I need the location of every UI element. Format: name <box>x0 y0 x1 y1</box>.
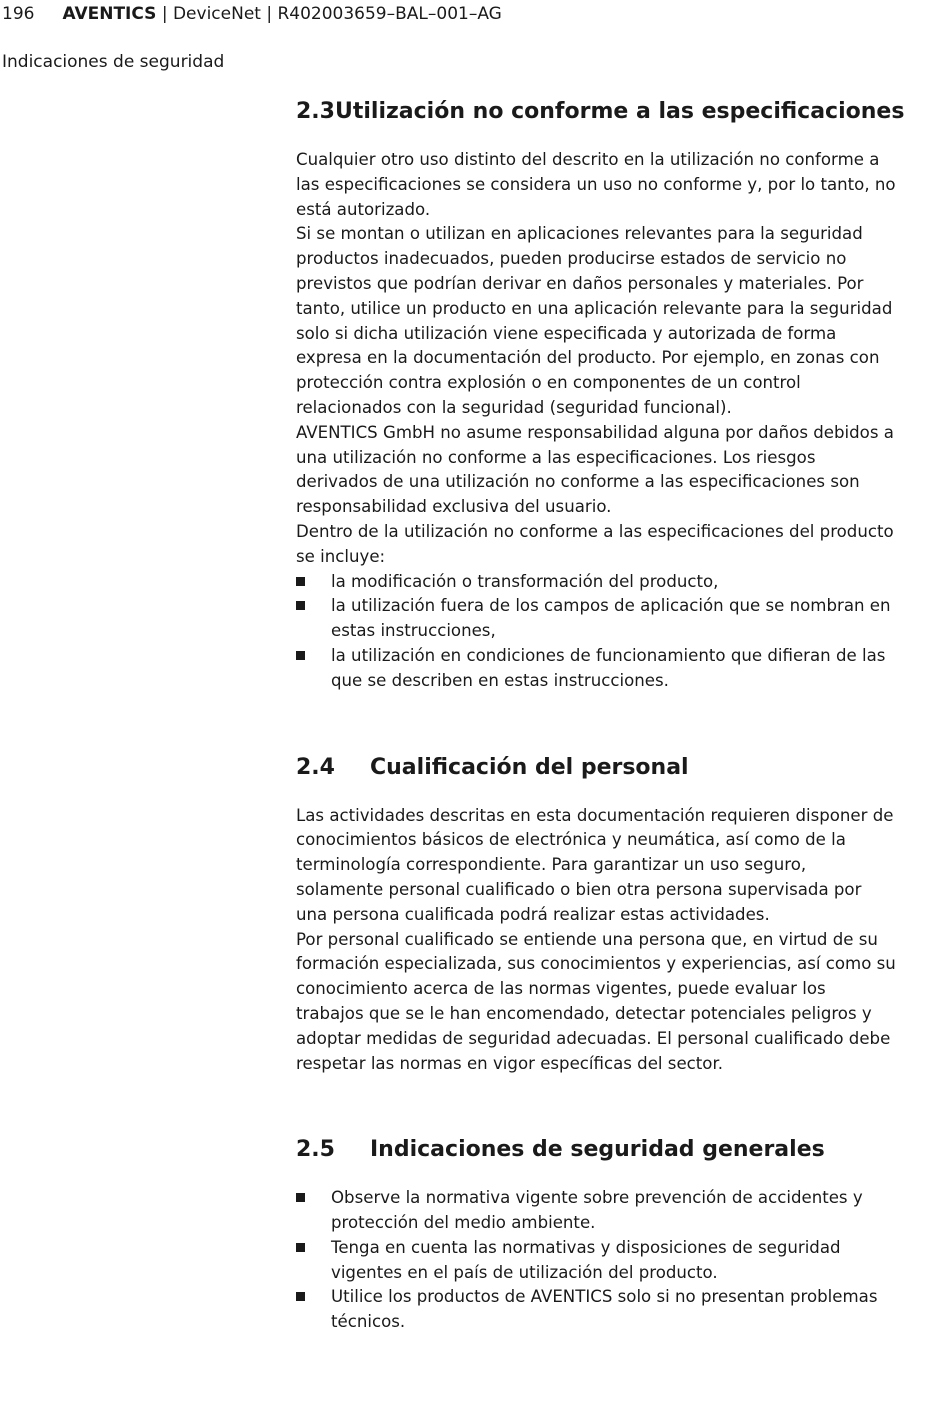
list-item-text: la utilización en condiciones de funcionamiento que difieran de las que se describen en estas instrucciones. <box>331 645 886 690</box>
document-reference: | DeviceNet | R402003659–BAL–001–AG <box>156 4 502 24</box>
paragraph: Dentro de la utilización no conforme a las especificaciones del producto se incluye: <box>296 521 894 566</box>
list-item-text: Tenga en cuenta las normativas y disposiciones de seguridad vigentes en el país de utilización del producto. <box>331 1237 841 1282</box>
section-title: Cualificación del personal <box>370 754 689 780</box>
section-2-3 <box>296 96 905 694</box>
section-number: 2.3 <box>296 99 335 124</box>
paragraph: Las actividades descritas en esta documentación requieren disponer de conocimientos básicos de electrónica y neumática, así como de la terminología correspondiente. Para garantizar un uso seguro, solamente personal cualificado o bien otra persona supervisada por una persona cualificada podrá realizar estas actividades. <box>296 805 894 924</box>
square-bullet-icon <box>296 601 305 610</box>
list-item <box>296 644 896 694</box>
brand-name: AVENTICS <box>62 4 157 24</box>
list-item-text: Observe la normativa vigente sobre prevención de accidentes y protección del medio ambiente. <box>331 1188 863 1233</box>
list-item <box>296 1285 896 1335</box>
section-body <box>296 1186 896 1335</box>
section-2-5 <box>296 1134 896 1335</box>
square-bullet-icon <box>296 651 305 660</box>
bullet-list <box>296 570 896 694</box>
section-2-4 <box>296 752 896 1077</box>
paragraph: Por personal cualificado se entiende una persona que, en virtud de su formación especializada, sus conocimientos y experiencias, así como su conocimiento acerca de las normas vigentes, puede evaluar los trabajos que se le han encomendado, detectar potenciales peligros y adoptar medidas de seguridad adecuadas. El personal cualificado debe respetar las normas en vigor específicas del sector. <box>296 929 896 1073</box>
list-item-text: la utilización fuera de los campos de aplicación que se nombran en estas instrucciones, <box>331 596 891 641</box>
paragraph: AVENTICS GmbH no asume responsabilidad alguna por daños debidos a una utilización no conforme a las especificaciones. Los riesgos derivados de una utilización no conforme a las especificaciones son responsabilidad exclusiva del usuario. <box>296 422 894 517</box>
list-item <box>296 1236 896 1286</box>
page-header <box>2 2 502 26</box>
chapter-label: Indicaciones de seguridad <box>2 52 225 72</box>
section-number: 2.5 <box>296 1137 335 1163</box>
section-body <box>296 804 896 1077</box>
list-item-text: Utilice los productos de AVENTICS solo si no presentan problemas técnicos. <box>331 1287 878 1332</box>
section-number: 2.4 <box>296 754 335 780</box>
paragraph: Cualquier otro uso distinto del descrito en la utilización no conforme a las especificaciones se considera un uso no conforme y, por lo tanto, no está autorizado. <box>296 150 896 219</box>
section-heading <box>296 752 896 784</box>
square-bullet-icon <box>296 1243 305 1252</box>
paragraph: Si se montan o utilizan en aplicaciones relevantes para la seguridad productos inadecuados, pueden producirse estados de servicio no previstos que podrían derivar en daños personales y materiales. Por tanto, utilice un producto en una aplicación relevante para la seguridad solo si dicha utilización viene especificada y autorizada de forma expresa en la documentación del producto. Por ejemplo, en zonas con protección contra explosión o en componentes de un control relacionados con la seguridad (seguridad funcional). <box>296 224 893 417</box>
section-body <box>296 148 896 694</box>
main-content <box>296 96 905 1335</box>
page-number: 196 <box>2 4 35 24</box>
square-bullet-icon <box>296 1193 305 1202</box>
section-title: Utilización no conforme a las especificaciones <box>334 99 905 124</box>
list-item-text: la modificación o transformación del producto, <box>331 571 719 591</box>
square-bullet-icon <box>296 1292 305 1301</box>
section-heading <box>296 1134 896 1166</box>
list-item <box>296 1186 896 1236</box>
list-item <box>296 570 896 595</box>
square-bullet-icon <box>296 577 305 586</box>
section-title: Indicaciones de seguridad generales <box>370 1137 825 1163</box>
bullet-list <box>296 1186 896 1335</box>
list-item <box>296 594 896 644</box>
section-heading <box>296 96 905 128</box>
